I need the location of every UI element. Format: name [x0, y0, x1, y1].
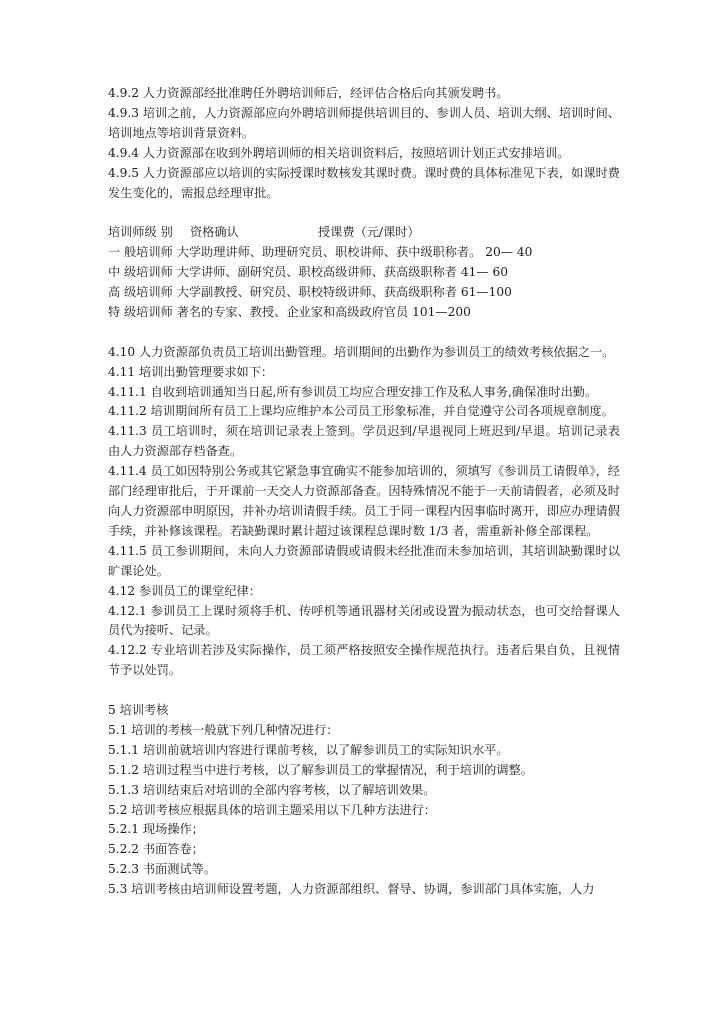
- fee-table-header: [108, 223, 620, 243]
- paragraph-5-1-3: 5.1.3 培训结束后对培训的全部内容考核，以了解培训效果。: [108, 782, 436, 797]
- header-qualification: 资格确认: [190, 225, 239, 240]
- row-detail: 大学讲师、副研究员、职校高级讲师、获高级职称者 41— 60: [176, 265, 508, 280]
- row-detail: 大学副教授、研究员、职校特级讲师、获高级职称者 61—100: [176, 285, 512, 300]
- fee-table-row: [108, 263, 620, 283]
- paragraph-4-11-4: 4.11.4 员工如因特别公务或其它紧急事宜确实不能参加培训的，须填写《参训员工请假单》，经部门经理审批后，于开课前一天交人力资源部备查。因特殊情况不能于一天前请假者，必须及时向人力资源部申明原因，并补办培训请假手续。员工于同一课程内因事临时离开，即应办理请假手续，并补修该课程。若缺勤课时累计超过该课程总课时数 1/3 者，需重新补修全部课程。: [108, 464, 620, 538]
- paragraph-4-11: 4.11 培训出勤管理要求如下：: [108, 364, 274, 379]
- fee-table-row: [108, 283, 620, 303]
- paragraph-5-3: 5.3 培训考核由培训师设置考题，人力资源部组织、督导、协调，参训部门具体实施，人力: [108, 882, 595, 897]
- spacer: [108, 323, 620, 343]
- paragraph-4-11-2: 4.11.2 培训期间所有员工上课均应维护本公司员工形象标准，并自觉遵守公司各项规章制度。: [108, 404, 614, 419]
- spacer: [108, 203, 620, 223]
- paragraph-4-11-1: 4.11.1 自收到培训通知当日起,所有参训员工均应合理安排工作及私人事务,确保准时出勤。: [108, 384, 598, 399]
- row-level: 特 级培训师: [108, 304, 173, 319]
- row-level: 中 级培训师: [108, 265, 173, 280]
- paragraph-4-11-3: 4.11.3 员工培训时，须在培训记录表上签到。学员迟到/早退视同上班迟到/早退。培训记录表由人力资源部存档备查。: [108, 424, 620, 459]
- paragraph-4-9-2: 4.9.2 人力资源部经批准聘任外聘培训师后，经评估合格后向其颁发聘书。: [108, 86, 509, 100]
- section-heading-5: 5 培训考核: [108, 703, 169, 718]
- paragraph-4-12-2: 4.12.2 专业培训若涉及实际操作，员工须严格按照安全操作规范执行。违者后果自负，且视情节予以处罚。: [108, 643, 620, 678]
- paragraph-4-10: 4.10 人力资源部负责员工培训出勤管理。培训期间的出勤作为参训员工的绩效考核依据之一。: [108, 344, 615, 359]
- paragraph-4-9-4: 4.9.4 人力资源部在收到外聘培训师的相关培训资料后，按照培训计划正式安排培训。: [108, 145, 570, 160]
- row-level: 一 般培训师: [108, 245, 173, 260]
- fee-table-row: [108, 303, 620, 323]
- fee-table-row: [108, 243, 620, 263]
- header-fee: 授课费（元/课时）: [318, 225, 420, 240]
- row-detail: 著名的专家、教授、企业家和高级政府官员 101—200: [176, 304, 471, 319]
- row-detail: 大学助理讲师、助理研究员、职校讲师、获中级职称者。 20— 40: [176, 245, 533, 260]
- paragraph-5-2-3: 5.2.3 书面测试等。: [108, 862, 217, 877]
- document-page: [108, 84, 620, 900]
- paragraph-4-11-5: 4.11.5 员工参训期间，未向人力资源部请假或请假未经批准而未参加培训，其培训缺勤课时以旷课论处。: [108, 543, 620, 578]
- paragraph-5-1: 5.1 培训的考核一般就下列几种情况进行：: [108, 722, 339, 737]
- paragraph-4-12-1: 4.12.1 参训员工上课时须将手机、传呼机等通讯器材关闭或设置为振动状态，也可交给督课人员代为接听、记录。: [108, 603, 620, 638]
- paragraph-4-9-5: 4.9.5 人力资源部应以培训的实际授课时数核发其课时费。课时费的具体标准见下表，如课时费发生变化的，需报总经理审批。: [108, 165, 620, 200]
- spacer: [108, 681, 620, 701]
- paragraph-5-1-2: 5.1.2 培训过程当中进行考核，以了解参训员工的掌握情况，利于培训的调整。: [108, 762, 533, 777]
- paragraph-5-2-1: 5.2.1 现场操作；: [108, 822, 204, 837]
- paragraph-4-9-3: 4.9.3 培训之前，人力资源部应向外聘培训师提供培训目的、参训人员、培训大纲、培训时间、培训地点等培训背景资料。: [108, 105, 620, 140]
- paragraph-5-2-2: 5.2.2 书面答卷；: [108, 842, 204, 857]
- paragraph-4-12: 4.12 参训员工的课堂纪律：: [108, 583, 261, 598]
- row-level: 高 级培训师: [108, 285, 173, 300]
- header-level: 培训师级 别: [108, 225, 173, 240]
- paragraph-5-1-1: 5.1.1 培训前就培训内容进行课前考核，以了解参训员工的实际知识水平。: [108, 742, 509, 757]
- paragraph-5-2: 5.2 培训考核应根据具体的培训主题采用以下几种方法进行：: [108, 802, 436, 817]
